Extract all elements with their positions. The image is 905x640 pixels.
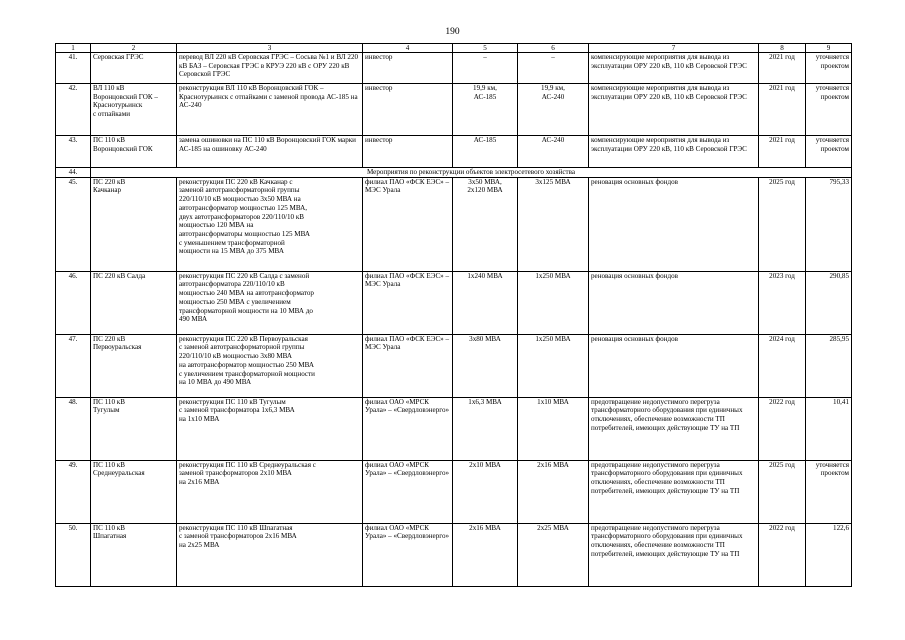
measure-purpose: компенсирующие мероприятия для вывода из эксплуатации ОРУ 220 кВ, 110 кВ Серовской ГРЭС (589, 84, 759, 136)
object-name: ПС 220 кВ Салда (91, 271, 177, 334)
parameter-after: 1х10 МВА (518, 397, 589, 460)
column-header-7: 7 (589, 44, 759, 53)
measure-purpose: компенсирующие мероприятия для вывода из эксплуатации ОРУ 220 кВ, 110 кВ Серовской ГРЭС (589, 53, 759, 84)
parameter-after: 19,9 км, АС-240 (518, 84, 589, 136)
cost-value: уточняется проектом (806, 460, 852, 523)
column-header-1: 1 (56, 44, 91, 53)
cost-value: 10,41 (806, 397, 852, 460)
measures-table (55, 43, 852, 587)
parameter-after: 1х250 МВА (518, 334, 589, 397)
parameter-before: – (453, 53, 518, 84)
column-header-9: 9 (806, 44, 852, 53)
table-row (56, 334, 852, 397)
measure-purpose: предотвращение недопустимого перегруза трансформаторного оборудования при единичных отключениях, обеспечение возможности ТП потребителей, имеющих действующие ТУ на ТП (589, 523, 759, 586)
responsible-party: филиал ОАО «МРСК Урала» – «Свердловэнерго» (363, 523, 453, 586)
measure-purpose: предотвращение недопустимого перегруза трансформаторного оборудования при единичных отключениях, обеспечение возможности ТП потребителей, имеющих действующие ТУ на ТП (589, 397, 759, 460)
implementation-year: 2022 год (759, 397, 806, 460)
measure-description: реконструкция ПС 220 кВ Салда с заменой автотрансформатора 220/110/10 кВ мощностью 240 МВА на автотрансформатор мощностью 250 МВА с увеличением трансформаторной мощности на 10 МВА до 490 МВА (177, 271, 363, 334)
table-row (56, 84, 852, 136)
parameter-after: АС-240 (518, 136, 589, 168)
measure-description: замена ошиновки на ПС 110 кВ Воронцовский ГОК марки АС-185 на ошиновку АС-240 (177, 136, 363, 168)
measure-description: реконструкция ПС 220 кВ Качканар с заменой автотрансформаторной группы 220/110/10 кВ мощностью 3х50 МВА на автотрансформатор мощностью 125 МВА, двух автотрансформаторов 220/110/10 кВ мощностью 120 МВА на автотрансформаторы мощностью 125 МВА с уменьшением трансформаторной мощности на 15 МВА до 375 МВА (177, 177, 363, 271)
column-header-5: 5 (453, 44, 518, 53)
cost-value: уточняется проектом (806, 136, 852, 168)
cost-value: уточняется проектом (806, 84, 852, 136)
measure-description: реконструкция ПС 220 кВ Первоуральская с заменой автотрансформаторной группы 220/110/10 кВ мощностью 3х80 МВА на автотрансформатор мощностью 250 МВА с увеличением трансформаторной мощности на 10 МВА до 490 МВА (177, 334, 363, 397)
implementation-year: 2021 год (759, 84, 806, 136)
parameter-before: 1х6,3 МВА (453, 397, 518, 460)
cost-value: 795,33 (806, 177, 852, 271)
responsible-party: филиал ПАО «ФСК ЕЭС» – МЭС Урала (363, 334, 453, 397)
parameter-after: 1х250 МВА (518, 271, 589, 334)
parameter-before: 3х80 МВА (453, 334, 518, 397)
row-number: 43. (56, 136, 91, 168)
implementation-year: 2021 год (759, 53, 806, 84)
section-title: Мероприятия по реконструкции объектов электросетевого хозяйства (91, 168, 852, 178)
parameter-before: 1х240 МВА (453, 271, 518, 334)
object-name: ПС 110 кВ Шпагатная (91, 523, 177, 586)
table-header (56, 44, 852, 53)
measure-purpose: реновация основных фондов (589, 177, 759, 271)
object-name: ПС 110 кВ Среднеуральская (91, 460, 177, 523)
implementation-year: 2022 год (759, 523, 806, 586)
table-row (56, 177, 852, 271)
row-number: 49. (56, 460, 91, 523)
measure-description: реконструкция ВЛ 110 кВ Воронцовский ГОК – Краснотурьинск с отпайками с заменой провода АС-185 на АС-240 (177, 84, 363, 136)
responsible-party: филиал ОАО «МРСК Урала» – «Свердловэнерго» (363, 397, 453, 460)
column-header-2: 2 (91, 44, 177, 53)
measure-purpose: предотвращение недопустимого перегруза трансформаторного оборудования при единичных отключениях, обеспечение возможности ТП потребителей, имеющих действующие ТУ на ТП (589, 460, 759, 523)
parameter-before: 3х50 МВА, 2х120 МВА (453, 177, 518, 271)
section-row (56, 168, 852, 178)
column-header-4: 4 (363, 44, 453, 53)
parameter-after: 2х16 МВА (518, 460, 589, 523)
responsible-party: инвестор (363, 136, 453, 168)
measure-description: реконструкция ПС 110 кВ Тугулым с заменой трансформатора 1х6,3 МВА на 1х10 МВА (177, 397, 363, 460)
responsible-party: филиал ПАО «ФСК ЕЭС» – МЭС Урала (363, 177, 453, 271)
object-name: ПС 110 кВ Тугулым (91, 397, 177, 460)
cost-value: 285,95 (806, 334, 852, 397)
table-row (56, 53, 852, 84)
cost-value: уточняется проектом (806, 53, 852, 84)
parameter-before: 2х16 МВА (453, 523, 518, 586)
page-number: 190 (445, 27, 460, 37)
measure-purpose: реновация основных фондов (589, 334, 759, 397)
column-header-3: 3 (177, 44, 363, 53)
column-header-6: 6 (518, 44, 589, 53)
object-name: Серовская ГРЭС (91, 53, 177, 84)
responsible-party: инвестор (363, 84, 453, 136)
parameter-before: 19,9 км, АС-185 (453, 84, 518, 136)
implementation-year: 2025 год (759, 177, 806, 271)
object-name: ПС 110 кВ Воронцовский ГОК (91, 136, 177, 168)
measure-purpose: компенсирующие мероприятия для вывода из эксплуатации ОРУ 220 кВ, 110 кВ Серовской ГРЭС (589, 136, 759, 168)
row-number: 50. (56, 523, 91, 586)
object-name: ВЛ 110 кВ Воронцовский ГОК – Краснотурьинск с отпайками (91, 84, 177, 136)
object-name: ПС 220 кВ Качканар (91, 177, 177, 271)
table-row (56, 271, 852, 334)
row-number: 45. (56, 177, 91, 271)
row-number: 46. (56, 271, 91, 334)
responsible-party: филиал ПАО «ФСК ЕЭС» – МЭС Урала (363, 271, 453, 334)
parameter-before: АС-185 (453, 136, 518, 168)
implementation-year: 2024 год (759, 334, 806, 397)
responsible-party: филиал ОАО «МРСК Урала» – «Свердловэнерго» (363, 460, 453, 523)
cost-value: 290,85 (806, 271, 852, 334)
parameter-before: 2х10 МВА (453, 460, 518, 523)
row-number: 47. (56, 334, 91, 397)
column-number-row (56, 44, 852, 53)
implementation-year: 2025 год (759, 460, 806, 523)
row-number: 42. (56, 84, 91, 136)
parameter-after: – (518, 53, 589, 84)
column-header-8: 8 (759, 44, 806, 53)
object-name: ПС 220 кВ Первоуральская (91, 334, 177, 397)
table-row (56, 136, 852, 168)
row-number: 41. (56, 53, 91, 84)
implementation-year: 2021 год (759, 136, 806, 168)
measure-purpose: реновация основных фондов (589, 271, 759, 334)
measure-description: реконструкция ПС 110 кВ Шпагатная с заменой трансформаторов 2х16 МВА на 2х25 МВА (177, 523, 363, 586)
parameter-after: 2х25 МВА (518, 523, 589, 586)
row-number: 44. (56, 168, 91, 178)
row-number: 48. (56, 397, 91, 460)
table-row (56, 397, 852, 460)
table-body (56, 53, 852, 587)
cost-value: 122,6 (806, 523, 852, 586)
measure-description: перевод ВЛ 220 кВ Серовская ГРЭС – Сосьва №1 и ВЛ 220 кВ БАЗ – Серовская ГРЭС в КРУЭ 220 кВ с ОРУ 220 кВ Серовской ГРЭС (177, 53, 363, 84)
responsible-party: инвестор (363, 53, 453, 84)
table-row (56, 460, 852, 523)
measure-description: реконструкция ПС 110 кВ Среднеуральская с заменой трансформаторов 2х10 МВА на 2х16 МВА (177, 460, 363, 523)
parameter-after: 3х125 МВА (518, 177, 589, 271)
table-row (56, 523, 852, 586)
implementation-year: 2023 год (759, 271, 806, 334)
